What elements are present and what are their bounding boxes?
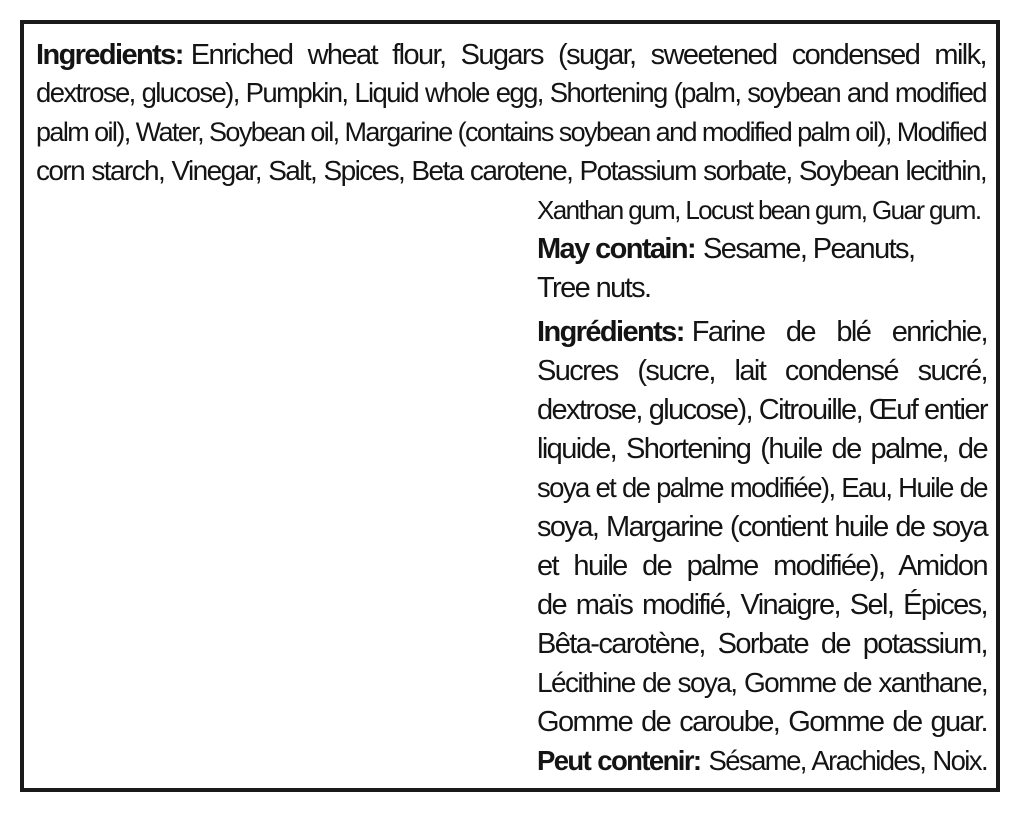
- french-may-contain-line: [537, 742, 987, 780]
- french-may-contain-heading: Peut contenir:: [537, 745, 701, 776]
- english-ingredients-line-2: dextrose, glucose), Pumpkin, Liquid whole egg, Shortening (palm, soybean and modified: [36, 77, 986, 108]
- french-ingredients-line-5: soya et de palme modifiée), Eau, Huile de: [537, 472, 987, 503]
- french-ingredients-line-10: Lécithine de soya, Gomme de xanthane,: [537, 667, 987, 698]
- english-may-contain-text-1: Sesame, Peanuts,: [703, 233, 915, 265]
- english-ingredients-heading: Ingredients:: [36, 39, 183, 71]
- french-ingredients-line-1: [537, 313, 987, 351]
- english-may-contain-heading: May contain:: [537, 233, 696, 265]
- french-ingredients-line-6: soya, Margarine (contient huile de soya: [537, 511, 987, 543]
- english-ingredients-line-4: corn starch, Vinegar, Salt, Spices, Beta carotene, Potassium sorbate, Soybean lecithin,: [36, 155, 986, 186]
- english-ingredients-text-1: Enriched wheat flour, Sugars (sugar, sweetened condensed milk,: [190, 39, 986, 71]
- english-ingredients-line-5: Xanthan gum, Locust bean gum, Guar gum.: [537, 195, 981, 225]
- french-ingredients-line-2: Sucres (sucre, lait condensé sucré,: [537, 355, 987, 387]
- french-ingredients-heading: Ingrédients:: [537, 316, 684, 348]
- french-ingredients-text-1: Farine de blé enrichie,: [691, 316, 987, 348]
- english-ingredients-line-3: palm oil), Water, Soybean oil, Margarine (contains soybean and modified palm oil), Modified: [36, 117, 986, 147]
- french-ingredients-line-7: et huile de palme modifiée), Amidon: [537, 550, 987, 582]
- english-may-contain-line-2: Tree nuts.: [537, 272, 651, 304]
- french-may-contain-text: Sésame, Arachides, Noix.: [708, 745, 987, 776]
- french-ingredients-line-4: liquide, Shortening (huile de palme, de: [537, 433, 987, 465]
- french-ingredients-line-8: de maïs modifié, Vinaigre, Sel, Épices,: [537, 589, 987, 621]
- french-ingredients-line-11: Gomme de caroube, Gomme de guar.: [537, 706, 987, 738]
- english-may-contain-line-1: [537, 230, 987, 268]
- english-ingredients-line-1: [36, 36, 986, 74]
- french-ingredients-line-3: dextrose, glucose), Citrouille, Œuf entier: [537, 394, 987, 426]
- french-ingredients-line-9: Bêta-carotène, Sorbate de potassium,: [537, 628, 987, 660]
